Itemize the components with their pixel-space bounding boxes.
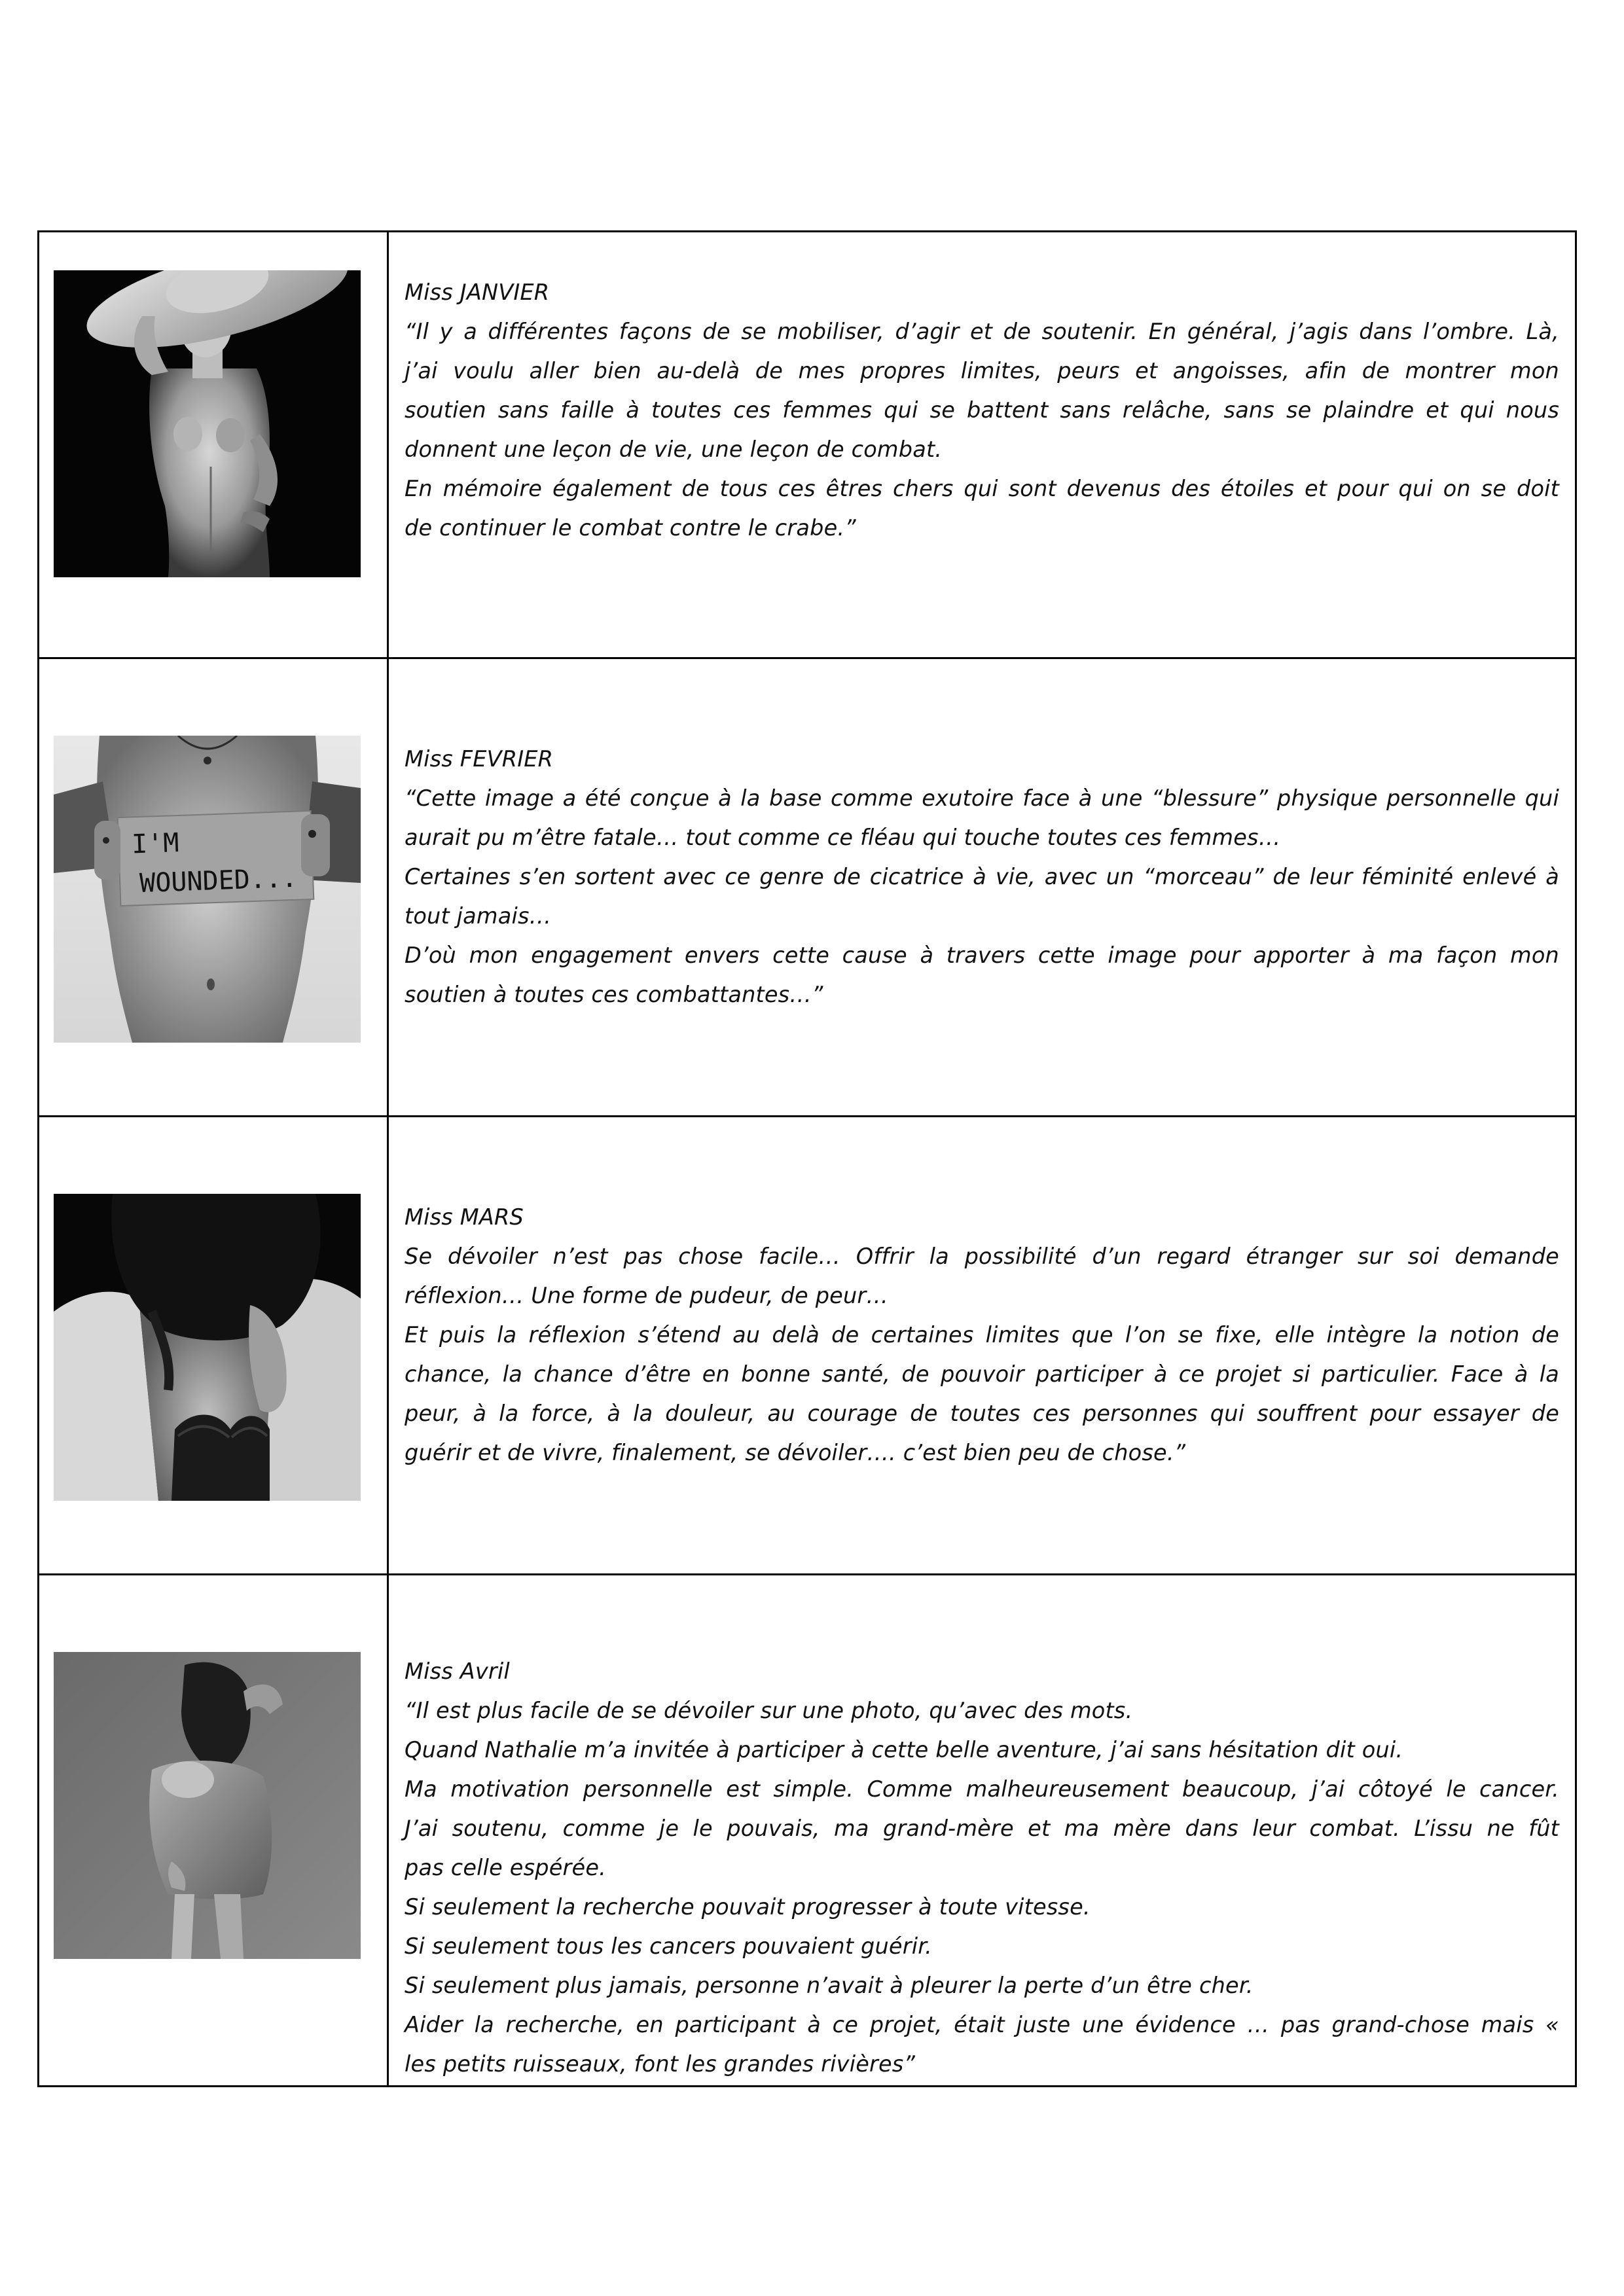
text-line: En mémoire également de tous ces êtres chers qui sont devenus des étoiles et pour qui on se doit (405, 476, 1559, 501)
text-line: pas celle espérée. (405, 1855, 606, 1880)
text-line: aurait pu m’être fatale… tout comme ce fléau qui touche toutes ces femmes… (405, 825, 1281, 850)
testimonial-janvier (389, 232, 1575, 548)
text-line: “Cette image a été conçue à la base comme exutoire face à une “blessure” physique personnelle qui (405, 785, 1559, 811)
entry-title: Miss FEVRIER (405, 746, 554, 772)
text-cell (388, 232, 1576, 658)
text-line: “Il y a différentes façons de se mobiliser, d’agir et de soutenir. En général, j’agis dans l’ombre. Là, (405, 319, 1559, 344)
entry-row (39, 1575, 1576, 2087)
sign-line-2: WOUNDED... (139, 863, 298, 899)
text-line: de continuer le combat contre le crabe.” (405, 515, 856, 541)
text-line: J’ai soutenu, comme je le pouvais, ma grand-mère et ma mère dans leur combat. L’issu ne fût (405, 1816, 1559, 1841)
photo-cell (39, 232, 388, 658)
text-cell (388, 658, 1576, 1117)
text-line: j’ai voulu aller bien au-delà de mes propres limites, peurs et angoisses, afin de montrer mon (405, 358, 1559, 384)
entry-title: Miss JANVIER (405, 279, 550, 305)
text-line: Si seulement la recherche pouvait progresser à toute vitesse. (405, 1894, 1091, 1920)
text-line: D’où mon engagement envers cette cause à travers cette image pour apporter à ma façon mon (405, 942, 1559, 968)
text-line: soutien à toutes ces combattantes…” (405, 982, 823, 1007)
photo-cell (39, 1117, 388, 1575)
text-line: “Il est plus facile de se dévoiler sur une photo, qu’avec des mots. (405, 1698, 1133, 1723)
text-line: peur, à la force, à la douleur, au courage de toutes ces personnes qui souffrent pour essayer de (405, 1401, 1559, 1426)
photo-fevrier (54, 736, 361, 1043)
testimonial-table (37, 230, 1577, 2087)
text-line: chance, la chance d’être en bonne santé, de pouvoir participer à ce projet si particulier. Face à la (405, 1361, 1559, 1387)
text-line: Certaines s’en sortent avec ce genre de cicatrice à vie, avec un “morceau” de leur féminité enlevé à (405, 864, 1559, 889)
text-line: donnent une leçon de vie, une leçon de combat. (405, 437, 943, 462)
text-line: réflexion… Une forme de pudeur, de peur… (405, 1283, 889, 1308)
text-cell (388, 1575, 1576, 2087)
text-cell (388, 1117, 1576, 1575)
text-line: les petits ruisseaux, font les grandes rivières” (405, 2051, 916, 2077)
text-line: Si seulement tous les cancers pouvaient guérir. (405, 1933, 932, 1959)
text-line: Aider la recherche, en participant à ce projet, était juste une évidence … pas grand-chose mais « (405, 2012, 1559, 2037)
entry-row (39, 232, 1576, 658)
text-line: soutien sans faille à toutes ces femmes qui se battent sans relâche, sans se plaindre et qui nous (405, 397, 1559, 423)
photo-avril (54, 1652, 361, 1959)
testimonial-avril (389, 1575, 1575, 2084)
testimonial-mars (389, 1117, 1575, 1473)
text-line: Ma motivation personnelle est simple. Comme malheureusement beaucoup, j’ai côtoyé le cancer. (405, 1776, 1559, 1802)
text-line: tout jamais… (405, 903, 552, 929)
photo-janvier (54, 270, 361, 577)
entry-row (39, 658, 1576, 1117)
entry-title: Miss MARS (405, 1204, 524, 1230)
text-line: Si seulement plus jamais, personne n’avait à pleurer la perte d’un être cher. (405, 1973, 1254, 1998)
entry-row (39, 1117, 1576, 1575)
photo-mars (54, 1194, 361, 1501)
photo-cell (39, 658, 388, 1117)
testimonial-fevrier (389, 659, 1575, 1014)
sign-line-1: I'M (131, 827, 180, 860)
text-line: Et puis la réflexion s’étend au delà de certaines limites que l’on se fixe, elle intègre la notion de (405, 1322, 1559, 1348)
text-line: Quand Nathalie m’a invitée à participer à cette belle aventure, j’ai sans hésitation dit oui. (405, 1737, 1403, 1763)
text-line: Se dévoiler n’est pas chose facile… Offrir la possibilité d’un regard étranger sur soi demande (405, 1244, 1559, 1269)
text-line: guérir et de vivre, finalement, se dévoiler…. c’est bien peu de chose.” (405, 1440, 1186, 1465)
photo-cell (39, 1575, 388, 2087)
entry-title: Miss Avril (405, 1659, 510, 1684)
